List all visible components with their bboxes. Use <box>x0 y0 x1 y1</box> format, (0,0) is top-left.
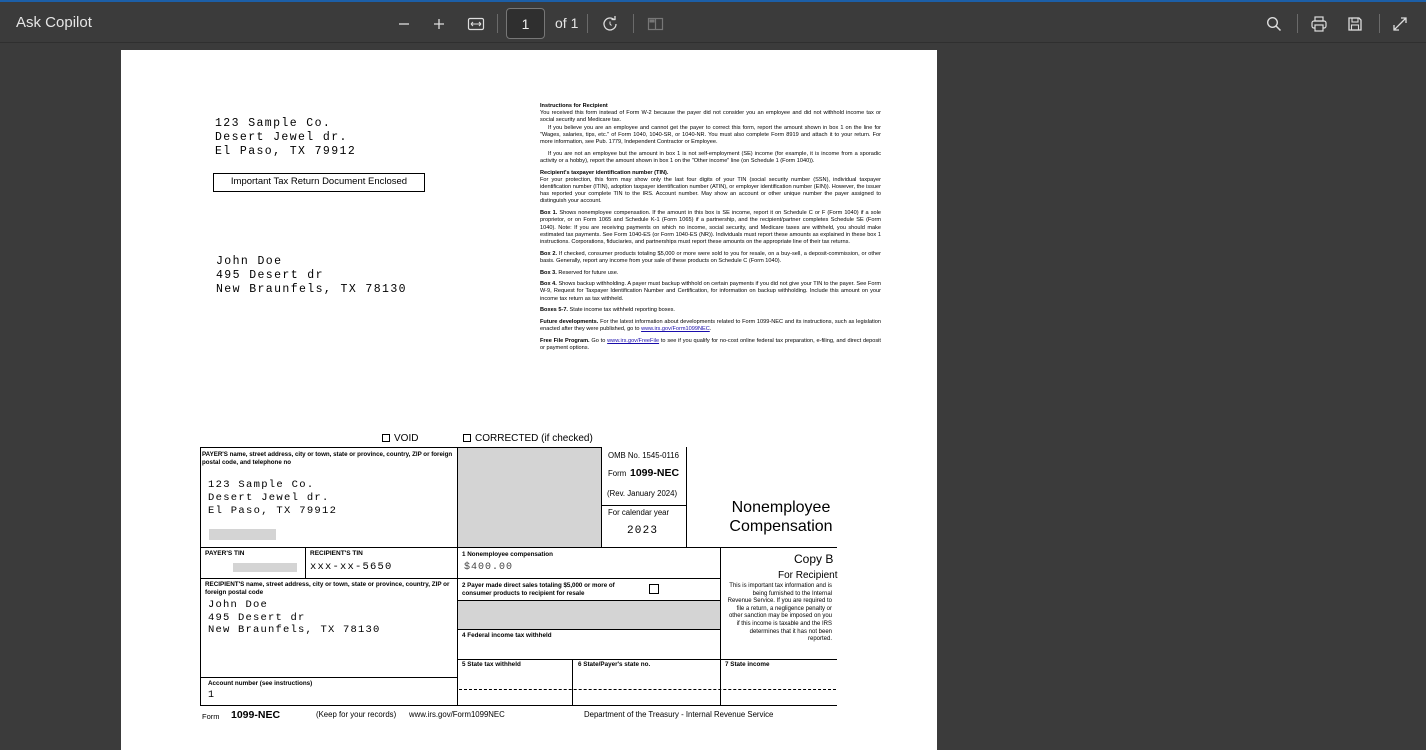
calendar-year-value: 2023 <box>627 525 659 537</box>
form-title <box>716 498 846 536</box>
box3-heading: Box 3. <box>540 269 557 276</box>
box5-label: 5 State tax withheld <box>462 661 521 668</box>
copy-b-label: Copy B <box>794 552 834 566</box>
form-line <box>457 629 721 630</box>
address-line: Desert Jewel dr. <box>208 492 330 504</box>
future-heading: Future developments. <box>540 319 599 326</box>
boxes57-text: State income tax withheld reporting boxes. <box>569 307 675 314</box>
recipient-tin-label: RECIPIENT'S TIN <box>310 550 363 557</box>
address-line: New Braunfels, TX 78130 <box>216 283 407 296</box>
void-label: VOID <box>394 433 419 444</box>
form-line <box>200 705 837 706</box>
form-line <box>305 547 306 578</box>
form-line <box>601 447 602 547</box>
rotate-icon[interactable] <box>598 12 622 36</box>
ask-copilot-button[interactable]: Ask Copilot <box>16 14 92 31</box>
form-title-line: Compensation <box>729 518 833 535</box>
free-file-text: to see if you qualify for no-cost online federal tax preparation, e-filing, and direct deposit or payment options. <box>540 337 881 352</box>
print-icon[interactable] <box>1307 12 1331 36</box>
toolbar-divider <box>1379 14 1380 33</box>
form-line <box>572 659 573 706</box>
void-checkbox[interactable] <box>382 433 418 444</box>
shaded-area <box>458 601 721 629</box>
box3-text: Reserved for future use. <box>558 269 619 276</box>
payer-address <box>208 479 337 518</box>
free-file-text: Go to <box>591 337 606 344</box>
form-line <box>200 547 837 548</box>
form-line <box>457 447 458 706</box>
instructions-paragraph: If you believe you are an employee and cannot get the payer to correct this form, report the amount shown in box 1 on the line for "Wages, salaries, tips, etc." of Form 1040, 1040-SR, or 1040-NR. You must also complete Form 8919 and attach it to your return. For more information, see Pub. 1779, Independent Contractor or Employee. <box>540 124 881 146</box>
box2-text: If checked, consumer products totaling $5,000 or more were sold to you for resale, on a buy-sell, a deposit-commission, or other basis. Generally, report any income from your sale of these products on Schedule C (Form 1040). <box>540 250 882 264</box>
footer-keep-note: (Keep for your records) <box>316 710 397 719</box>
page-total-label: of 1 <box>555 15 579 31</box>
box2-checkbox[interactable] <box>649 584 659 594</box>
form-dotted-line <box>459 689 836 690</box>
page-number-input[interactable]: 1 <box>506 8 545 39</box>
toolbar-divider <box>1297 14 1298 33</box>
tin-text: For your protection, this form may show only the last four digits of your TIN (social security number (SSN), individual taxpayer identification number (ITIN), adoption taxpayer identification number (ATIN), or employer identification number (EIN)). However, the issuer has reported your complete TIN to the IRS. Account number. May show an account or other unique number the payer assigned to distinguish your account. <box>540 176 881 205</box>
address-line: 123 Sample Co. <box>215 117 332 130</box>
toolbar-divider <box>497 14 498 33</box>
payer-tin-label: PAYER'S TIN <box>205 550 245 557</box>
for-recipient-label: For Recipient <box>778 570 838 581</box>
form-line <box>200 447 602 448</box>
page-view-icon[interactable] <box>644 12 668 36</box>
footer-form-word: Form <box>202 712 220 721</box>
instructions-heading: Instructions for Recipient <box>540 103 608 109</box>
recipient-label: RECIPIENT'S name, street address, city or town, state or province, country, ZIP or foreign postal code <box>205 581 450 596</box>
account-value: 1 <box>208 690 215 701</box>
box1-heading: Box 1. <box>540 210 558 217</box>
omb-number: OMB No. 1545-0116 <box>608 451 679 460</box>
instructions-paragraph: You received this form instead of Form W-2 because the payer did not consider you an employee and did not withhold income tax or social security and Medicare tax. <box>540 110 881 124</box>
sender-address <box>215 117 356 159</box>
address-line: 123 Sample Co. <box>208 479 315 491</box>
address-line: 495 Desert dr <box>208 611 306 624</box>
form-line <box>200 677 458 678</box>
account-label: Account number (see instructions) <box>208 680 313 687</box>
corrected-label: CORRECTED (if checked) <box>475 433 593 444</box>
free-file-heading: Free File Program. <box>540 337 590 344</box>
form-word: Form <box>608 469 627 478</box>
corrected-box[interactable] <box>463 434 471 442</box>
boxes57-heading: Boxes 5-7. <box>540 307 568 314</box>
form-line <box>200 578 721 579</box>
copy-b-notice: This is important tax information and is being furnished to the Internal Revenue Service. If you are required to file a return, a negligence penalty or other sanction may be imposed on you if this income is taxable and the IRS determines that it has not been reported. <box>727 583 832 643</box>
address-line: 495 Desert dr <box>216 269 324 282</box>
recipient-mailing-address <box>216 255 407 297</box>
box4-label: 4 Federal income tax withheld <box>462 632 552 639</box>
box1-label: 1 Nonemployee compensation <box>462 551 553 558</box>
box1-value: $400.00 <box>464 562 514 573</box>
payer-label: PAYER'S name, street address, city or town, state or province, country, ZIP or foreign postal code, and telephone no <box>202 451 453 466</box>
box2-heading: Box 2. <box>540 250 558 257</box>
zoom-in-icon[interactable] <box>427 12 451 36</box>
save-icon[interactable] <box>1343 12 1367 36</box>
box6-label: 6 State/Payer's state no. <box>578 661 651 668</box>
pdf-page <box>121 50 937 750</box>
address-line: El Paso, TX 79912 <box>208 505 338 517</box>
box4-heading: Box 4. <box>540 281 557 288</box>
address-line: El Paso, TX 79912 <box>215 145 357 158</box>
footer-url: www.irs.gov/Form1099NEC <box>409 710 505 719</box>
footer-department: Department of the Treasury - Internal Revenue Service <box>584 710 774 719</box>
address-line: Desert Jewel dr. <box>215 131 348 144</box>
pdf-toolbar <box>0 0 1426 43</box>
footer-form-number: 1099-NEC <box>231 709 281 721</box>
instructions-paragraph: If you are not an employee but the amount in box 1 is not self-employment (SE) income (for example, it is income from a sporadic activity or a hobby), report the amount shown in box 1 on the "Other income" line (on Schedule 1 (Form 1040)). <box>540 150 881 164</box>
box7-label: 7 State income <box>725 661 770 668</box>
recipient-instructions: Instructions for Recipient You received this form instead of Form W-2 because the payer did not consider you an employee and did not withhold income tax or social security and Medicare tax. If you believe you are an employee and cannot get the payer to correct this form, report the amount shown in box 1 on the line for "Wages, salaries, tips, etc." of Form 1040, 1040-SR, or 1040-NR. You must also complete Form 8919 and attach it to your return. For more information, see Pub. 1779, Independent Contractor or Employee. If you are not an employee but the amount in box 1 is not self-employment (SE) income (for example, it is income from a sporadic activity or a hobby), report the amount shown in box 1 on the "Other income" line (on Schedule 1 (Form 1040)). Recipient's taxpayer identification number (TIN). For your protection, this form may show only the last four digits of your TIN (social security number (SSN), individual taxpayer identification number (ITIN), adoption taxpayer identification number (ATIN), or employer identification number (EIN)). However, the issuer has reported your complete TIN to the IRS. Account number. May show an account or other unique number the payer assigned to distinguish your account. Box 1. Shows nonemployee compensation. If the amount in this box is SE income, report it on Schedule C or F (Form 1040) if a sole proprietor, or on Form 1065 and Schedule K-1 (Form 1065) if a partnership, and the recipient/partner completes Schedule SE (Form 1040). Note: If you are receiving payments on which no income, social security, and Medicare taxes are withheld, you should make estimated tax payments. See Form 1040-ES (or Form 1040-ES (NR)). Individuals must report these amounts as explained in these box 1 instructions. Corporations, fiduciaries, and partnerships must report these amounts on the appropriate line of their tax returns. Box 2. If checked, consumer products totaling $5,000 or more were sold to you for resale, on a buy-sell, a deposit-commission, or other basis. Generally, report any income from your sale of these products on Schedule C (Form 1040). Box 3. Reserved for future use. Box 4. Shows backup withholding. A payer must backup withhold on certain payments if you did not give your TIN to the payer. See Form W-9, Request for Taxpayer Identification Number and Certification, for information on backup withholding. Include this amount on your income tax return as tax withheld. Boxes 5-7. State income tax withheld reporting boxes. Future developments. For the latest information about developments related to Form 1099-NEC and its instructions, such as legislation enacted after they were published, go to www.irs.gov/Form1099NEC. Free File Program. Go to www.irs.gov/FreeFile to see if you qualify for no-cost online federal tax preparation, e-filing, and direct deposit or payment options. <box>540 103 882 352</box>
form-number: 1099-NEC <box>630 467 680 479</box>
form-line <box>601 505 687 506</box>
tin-heading: Recipient's taxpayer identification number (TIN). <box>540 169 669 176</box>
form-revision: (Rev. January 2024) <box>607 489 678 498</box>
toolbar-divider <box>587 14 588 33</box>
form-line <box>200 447 201 706</box>
future-text: For the latest information about developments related to Form 1099-NEC and its instructions, such as legislation enacted after they were published, go to <box>540 319 882 333</box>
shaded-area <box>458 448 601 547</box>
corrected-checkbox[interactable] <box>463 433 593 444</box>
form-line <box>457 600 721 601</box>
address-line: John Doe <box>208 599 269 611</box>
form-line <box>457 659 837 660</box>
calendar-year-label: For calendar year <box>608 508 670 517</box>
form-link[interactable]: www.irs.gov/Form1099NEC <box>641 326 710 333</box>
form-title-line: Nonemployee <box>731 499 831 516</box>
form-line <box>686 447 687 547</box>
important-notice-box: Important Tax Return Document Enclosed <box>213 173 425 192</box>
free-file-link[interactable]: www.irs.gov/FreeFile <box>607 337 660 344</box>
fit-width-icon[interactable] <box>464 12 488 36</box>
box4-text: Shows backup withholding. A payer must backup withhold on certain payments if you did not give your TIN to the payer. See Form W-9, Request for Taxpayer Identification Number and Certification, for information on backup withholding. Include this amount on your income tax return as tax withheld. <box>540 281 881 302</box>
box2-label: 2 Payer made direct sales totaling $5,000 or more of consumer products to recipient for resale <box>462 582 615 597</box>
redacted-phone <box>209 529 276 540</box>
fullscreen-icon[interactable] <box>1388 12 1412 36</box>
address-line: John Doe <box>216 255 283 268</box>
redacted-payer-tin <box>233 563 297 572</box>
zoom-out-icon[interactable] <box>392 12 416 36</box>
box1-text: Shows nonemployee compensation. If the amount in this box is SE income, report it on Schedule C or F (Form 1040) if a sole proprietor, or on Form 1065 and Schedule K-1 (Form 1065) if a partnership, and the recipient/partner completes Schedule SE (Form 1040). Note: If you are receiving payments on which no income, social security, and Medicare taxes are withheld, you should make estimated tax payments. See Form 1040-ES (or Form 1040-ES (NR)). Individuals must report these amounts as explained in these box 1 instructions. Corporations, fiduciaries, and partnerships must report these amounts on the appropriate line of their tax returns. <box>540 210 881 245</box>
address-line: New Braunfels, TX 78130 <box>208 624 381 636</box>
void-box[interactable] <box>382 434 390 442</box>
recipient-address <box>208 599 381 637</box>
form-line <box>720 547 721 706</box>
recipient-tin-value: xxx-xx-5650 <box>310 561 393 573</box>
search-icon[interactable] <box>1262 12 1286 36</box>
toolbar-divider <box>633 14 634 33</box>
